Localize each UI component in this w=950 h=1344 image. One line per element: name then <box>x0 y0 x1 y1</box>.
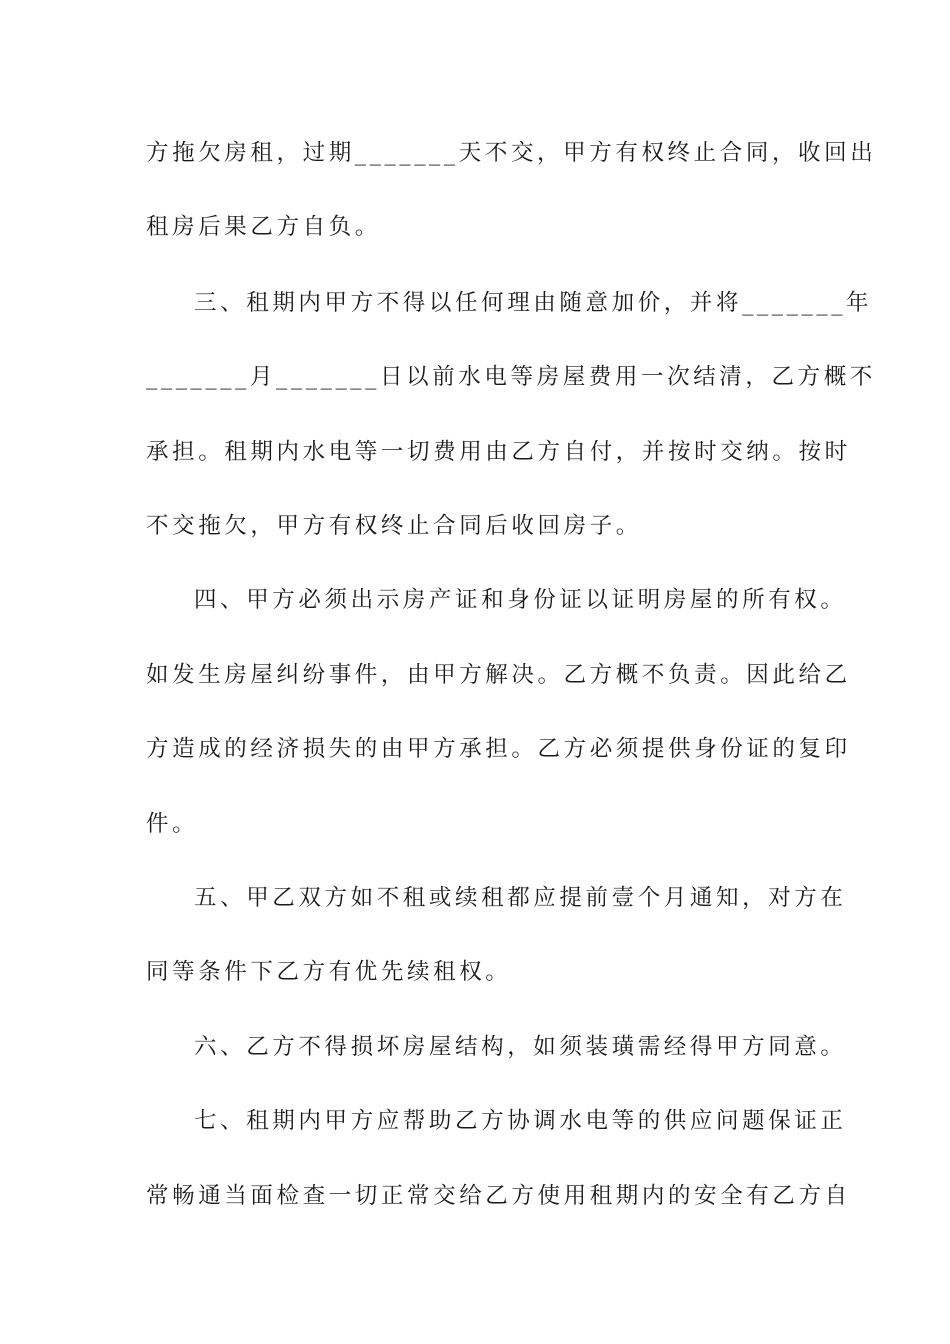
text-line-1: 方拖欠房租，过期_______天不交，甲方有权终止合同，收回出 <box>146 140 877 166</box>
text-line-12: 同等条件下乙方有优先续租权。 <box>146 959 512 985</box>
clause-7-heading-line: 七、租期内甲方应帮助乙方协调水电等的供应问题保证正 <box>194 1108 847 1134</box>
clause-6-heading-line: 六、乙方不得损坏房屋结构，如须装璜需经得甲方同意。 <box>194 1034 847 1060</box>
text-line-9: 方造成的经济损失的由甲方承担。乙方必须提供身份证的复印 <box>146 736 851 762</box>
clause-5-heading-line: 五、甲乙双方如不租或续租都应提前壹个月通知，对方在 <box>194 885 847 911</box>
text-line-10: 件。 <box>146 811 199 837</box>
text-line-4: _______月_______日以前水电等房屋费用一次结清，乙方概不 <box>146 364 876 390</box>
text-line-15: 常畅通当面检查一切正常交给乙方使用租期内的安全有乙方自 <box>146 1183 851 1209</box>
text-line-8: 如发生房屋纠纷事件，由甲方解决。乙方概不负责。因此给乙 <box>146 662 851 688</box>
text-line-6: 不交拖欠，甲方有权终止合同后收回房子。 <box>146 513 642 539</box>
clause-3-heading-line: 三、租期内甲方不得以任何理由随意加价，并将_______年 <box>194 290 873 316</box>
text-line-5: 承担。租期内水电等一切费用由乙方自付，并按时交纳。按时 <box>146 439 851 465</box>
text-line-2: 租房后果乙方自负。 <box>146 214 381 240</box>
clause-4-heading-line: 四、甲方必须出示房产证和身份证以证明房屋的所有权。 <box>194 587 847 613</box>
